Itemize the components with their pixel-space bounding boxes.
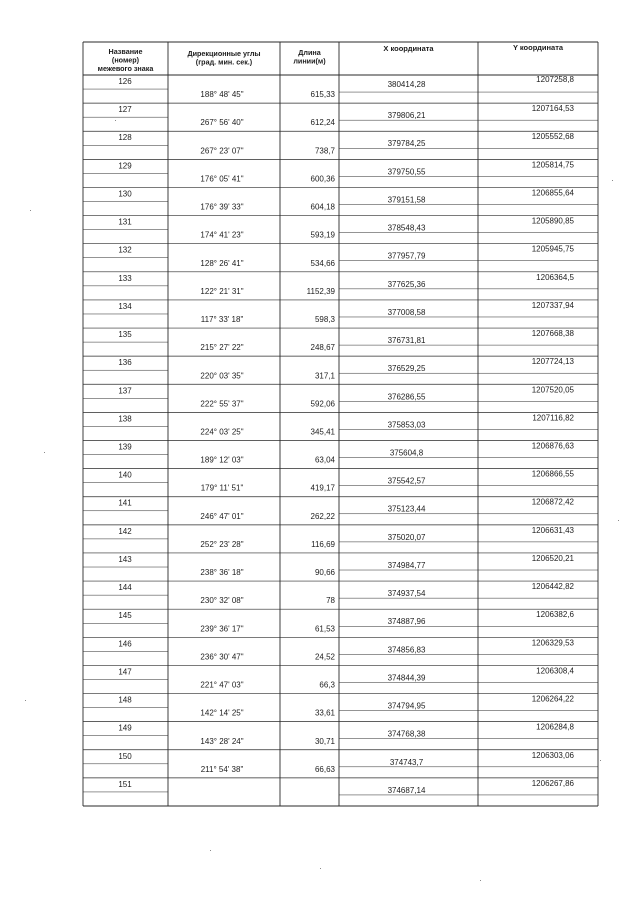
line-length: 66,3 [319, 680, 335, 690]
direction-angle: 252° 23' 28" [200, 539, 244, 549]
scan-speckle [600, 760, 601, 761]
point-name: 139 [118, 442, 132, 452]
x-coordinate: 379806,21 [387, 111, 426, 121]
x-coordinate: 376529,25 [387, 364, 426, 374]
x-coordinate: 374844,39 [387, 673, 426, 683]
y-coordinate: 1206866,55 [531, 469, 574, 479]
x-coordinate: 374984,77 [387, 560, 426, 570]
scan-speckle [115, 120, 116, 121]
scan-speckle [480, 880, 481, 881]
line-length: 534,66 [310, 258, 335, 268]
line-length: 600,36 [310, 174, 335, 184]
scan-speckle [612, 180, 613, 181]
x-coordinate: 375853,03 [387, 420, 426, 430]
point-name: 141 [118, 498, 132, 508]
line-length: 592,06 [310, 399, 335, 409]
y-coordinate: 1206267,86 [531, 778, 574, 788]
direction-angle: 221° 47' 03" [200, 680, 244, 690]
direction-angle: 188° 48' 45" [200, 90, 244, 100]
y-coordinate: 1205945,75 [531, 244, 574, 254]
line-length: 24,52 [314, 652, 335, 662]
line-length: 262,22 [310, 511, 335, 521]
direction-angle: 211° 54' 38" [200, 764, 244, 774]
point-name: 151 [118, 779, 132, 789]
x-coordinate: 379784,25 [387, 139, 426, 149]
point-name: 127 [118, 105, 132, 115]
point-name: 136 [118, 358, 132, 368]
y-coordinate: 1206520,21 [531, 553, 574, 563]
line-length: 116,69 [311, 539, 335, 549]
direction-angle: 215° 27' 22" [200, 343, 244, 353]
scan-speckle [44, 452, 45, 453]
scan-speckle [618, 520, 619, 521]
header-x: X координата [383, 44, 434, 53]
point-name: 128 [118, 133, 132, 143]
point-name: 131 [118, 217, 132, 227]
direction-angle: 236° 30' 47" [200, 652, 244, 662]
y-coordinate: 1205552,68 [531, 132, 574, 142]
scan-speckle [30, 210, 31, 211]
y-coordinate: 1206308,4 [536, 666, 574, 676]
x-coordinate: 374687,14 [387, 785, 426, 795]
y-coordinate: 1207724,13 [531, 357, 574, 367]
direction-angle: 267° 56' 40" [200, 118, 244, 128]
x-coordinate: 380414,28 [387, 80, 426, 89]
y-coordinate: 1206382,6 [536, 610, 574, 620]
y-coordinate: 1206876,63 [531, 441, 574, 451]
x-coordinate: 375542,57 [387, 476, 426, 486]
scan-speckle [320, 868, 321, 869]
line-length: 90,66 [314, 568, 335, 578]
y-coordinate: 1207520,05 [531, 385, 574, 395]
point-name: 133 [118, 273, 132, 283]
direction-angle: 224° 03' 25" [200, 427, 244, 437]
point-name: 137 [118, 386, 132, 396]
direction-angle: 267° 23' 07" [200, 146, 244, 156]
x-coordinate: 379151,58 [387, 195, 426, 205]
point-name: 129 [118, 161, 132, 171]
direction-angle: 246° 47' 01" [200, 511, 244, 521]
point-name: 146 [118, 639, 132, 649]
line-length: 345,41 [310, 427, 335, 437]
x-coordinate: 376731,81 [387, 336, 426, 346]
x-coordinate: 374768,38 [387, 729, 426, 739]
point-name: 135 [118, 330, 132, 340]
scan-speckle [210, 850, 211, 851]
y-coordinate: 1205890,85 [531, 216, 574, 226]
x-coordinate: 377957,79 [387, 251, 426, 261]
direction-angle: 122° 21' 31" [200, 286, 244, 296]
y-coordinate: 1207337,94 [531, 300, 574, 310]
x-coordinate: 375123,44 [387, 504, 426, 514]
x-coordinate: 374937,54 [387, 589, 426, 599]
header-name: Название [108, 47, 143, 56]
point-name: 142 [118, 526, 132, 536]
point-name: 144 [118, 583, 132, 593]
line-length: 66,63 [314, 764, 335, 774]
line-length: 615,33 [310, 90, 335, 100]
line-length: 593,19 [310, 230, 335, 240]
line-length: 604,18 [310, 202, 335, 212]
y-coordinate: 1207668,38 [531, 329, 574, 339]
direction-angle: 143° 28' 24" [200, 736, 244, 746]
point-name: 145 [118, 611, 132, 621]
x-coordinate: 377008,58 [387, 307, 426, 317]
direction-angle: 176° 05' 41" [200, 174, 244, 184]
point-name: 126 [118, 77, 132, 86]
x-coordinate: 375020,07 [387, 532, 426, 542]
direction-angle: 142° 14' 25" [200, 708, 244, 718]
point-name: 140 [118, 470, 132, 480]
direction-angle: 220° 03' 35" [200, 371, 244, 381]
line-length: 78 [326, 596, 335, 606]
direction-angle: 230° 32' 08" [200, 596, 244, 606]
line-length: 317,1 [314, 371, 335, 381]
point-name: 130 [118, 189, 132, 199]
point-name: 134 [118, 301, 132, 311]
y-coordinate: 1205814,75 [531, 160, 574, 170]
direction-angle: 128° 26' 41" [200, 258, 244, 268]
line-length: 598,3 [314, 315, 335, 325]
x-coordinate: 376286,55 [387, 392, 426, 402]
line-length: 612,24 [310, 118, 335, 128]
y-coordinate: 1206631,43 [531, 525, 574, 535]
line-length: 1152,39 [306, 286, 335, 296]
y-coordinate: 1206855,64 [531, 188, 574, 198]
x-coordinate: 374887,96 [387, 617, 426, 627]
y-coordinate: 1206364,5 [536, 272, 574, 282]
scan-speckle [25, 700, 26, 701]
line-length: 33,61 [314, 708, 335, 718]
direction-angle: 189° 12' 03" [200, 455, 244, 465]
x-coordinate: 377625,36 [387, 279, 426, 289]
line-length: 419,17 [310, 483, 335, 493]
direction-angle: 238° 36' 18" [200, 568, 244, 578]
line-length: 738,7 [314, 146, 335, 156]
direction-angle: 179° 11' 51" [200, 483, 244, 493]
y-coordinate: 1206264,22 [531, 694, 574, 704]
header-angle: (град. мин. сек.) [195, 57, 253, 67]
point-name: 149 [118, 723, 132, 733]
y-coordinate: 1206872,42 [531, 497, 574, 507]
line-length: 61,53 [314, 624, 335, 634]
header-name: межевого знака [97, 64, 154, 73]
header-length: линии(м) [293, 56, 326, 66]
direction-angle: 176° 39' 33" [200, 202, 244, 212]
y-coordinate: 1206303,06 [531, 750, 574, 760]
direction-angle: 239° 36' 17" [200, 624, 244, 634]
y-coordinate: 1207116,82 [532, 413, 574, 423]
y-coordinate: 1206284,8 [536, 722, 574, 732]
direction-angle: 117° 33' 18" [200, 315, 244, 325]
header-y: Y координата [512, 43, 564, 52]
header-angle: Дирекционные углы [187, 49, 261, 58]
line-length: 248,67 [310, 343, 335, 353]
y-coordinate: 1207164,53 [531, 104, 574, 114]
y-coordinate: 1206329,53 [531, 638, 574, 648]
x-coordinate: 379750,55 [387, 167, 426, 177]
y-coordinate: 1206442,82 [531, 582, 574, 592]
point-name: 148 [118, 695, 132, 705]
header-name: (номер) [111, 55, 140, 65]
point-name: 138 [118, 414, 132, 424]
x-coordinate: 374794,95 [387, 701, 426, 711]
x-coordinate: 374743,7 [389, 757, 424, 767]
direction-angle: 222° 55' 37" [200, 399, 244, 409]
direction-angle: 174° 41' 23" [200, 230, 244, 240]
point-name: 143 [118, 554, 132, 564]
y-coordinate: 1207258,8 [536, 75, 574, 84]
x-coordinate: 378548,43 [387, 223, 426, 233]
line-length: 30,71 [314, 736, 335, 746]
line-length: 63,04 [314, 455, 335, 465]
point-name: 147 [118, 667, 132, 677]
header-length: Длина [298, 48, 321, 57]
x-coordinate: 375604,8 [389, 448, 424, 458]
x-coordinate: 374856,83 [387, 645, 426, 655]
point-name: 150 [118, 751, 132, 761]
point-name: 132 [118, 245, 132, 255]
